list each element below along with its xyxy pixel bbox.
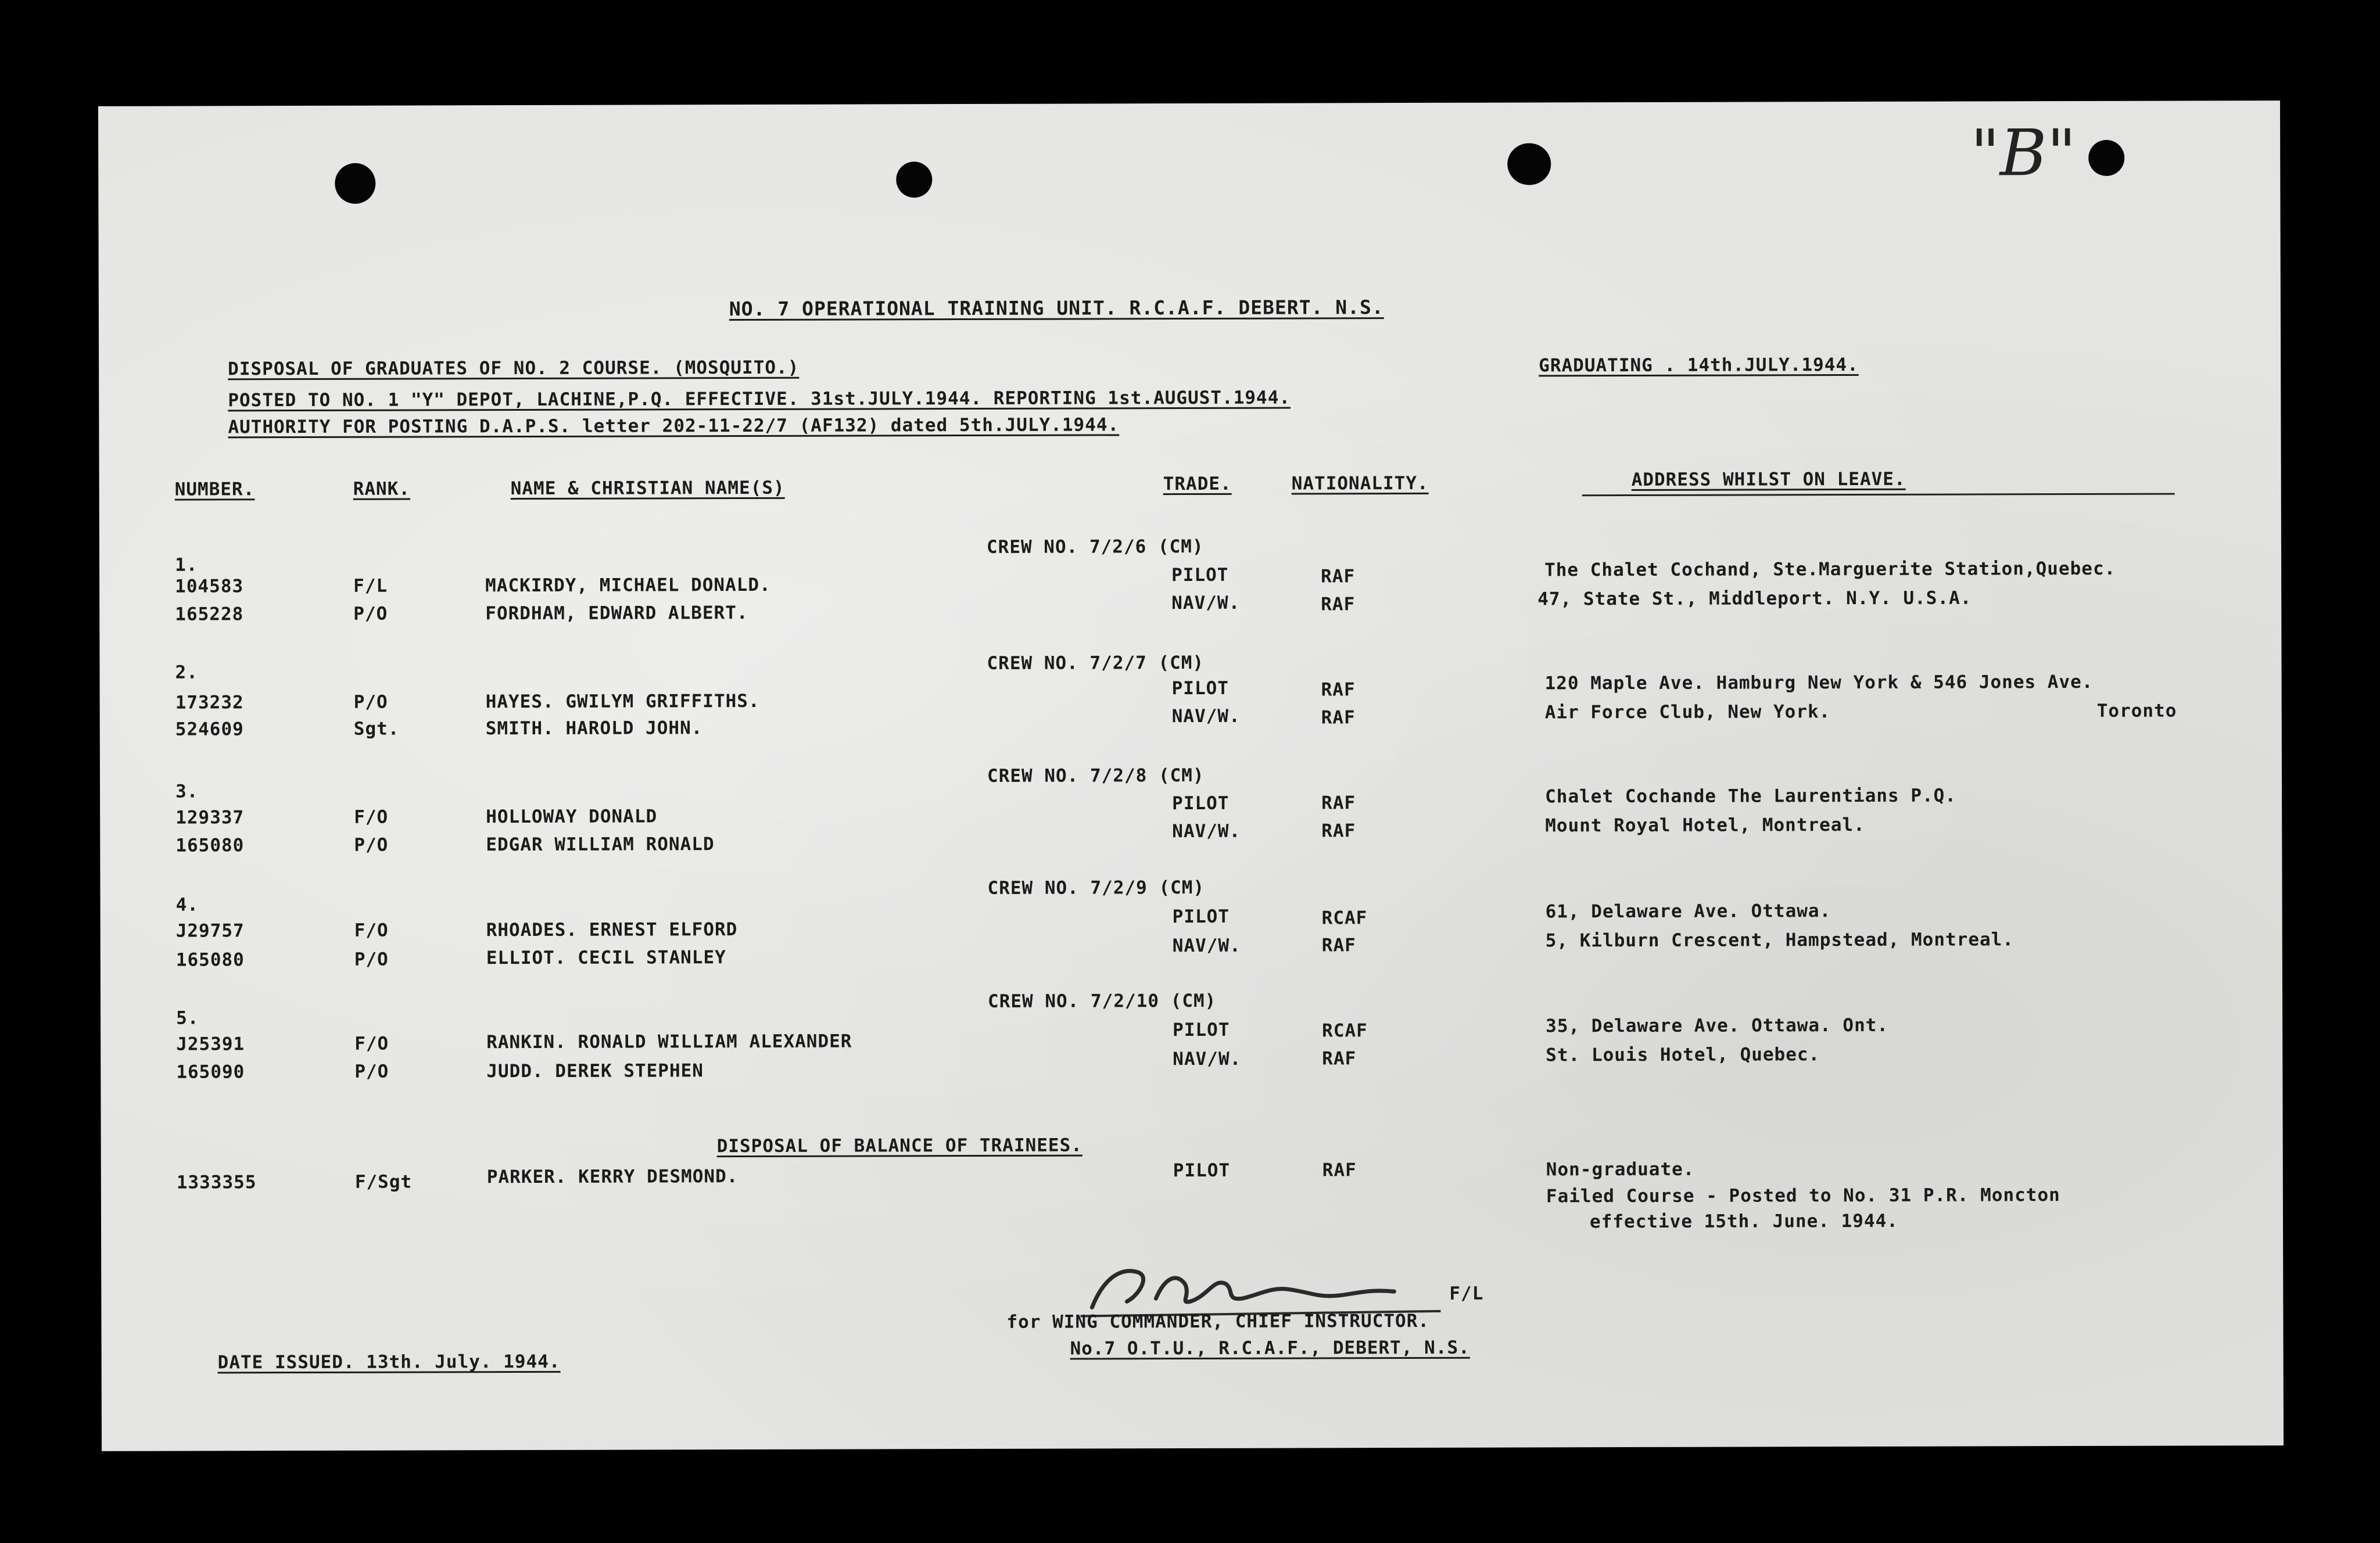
service-number: J25391	[176, 1034, 245, 1055]
member-name: MACKIRDY, MICHAEL DONALD.	[485, 574, 771, 597]
disposal-note: Non-graduate.	[1546, 1158, 1695, 1180]
posted-line: POSTED TO NO. 1 "Y" DEPOT, LACHINE,P.Q. EFFECTIVE. 31st.JULY.1944. REPORTING 1st.AUGUST.1944.	[228, 387, 1291, 411]
balance-heading: DISPOSAL OF BALANCE OF TRAINEES.	[716, 1135, 1083, 1157]
trade: PILOT	[1173, 1019, 1230, 1041]
member-name: HAYES. GWILYM GRIFFITHS.	[485, 690, 760, 713]
nationality: RAF	[1321, 935, 1356, 956]
nationality: RAF	[1321, 566, 1356, 587]
trade: NAV/W.	[1171, 592, 1241, 614]
nationality: RAF	[1321, 707, 1356, 729]
rank: F/O	[354, 920, 389, 941]
disposal-note: Failed Course - Posted to No. 31 P.R. Moncton	[1546, 1185, 2060, 1207]
rank: P/O	[354, 1061, 389, 1082]
page-mark: "B"	[1970, 116, 2077, 191]
rank: P/O	[353, 603, 388, 625]
member-name: EDGAR WILLIAM RONALD	[486, 834, 715, 856]
trade: NAV/W.	[1171, 705, 1241, 727]
disposal-line: DISPOSAL OF GRADUATES OF NO. 2 COURSE. (MOSQUITO.)	[228, 357, 800, 380]
leave-address: 120 Maple Ave. Hamburg New York & 546 Jones Ave.	[1544, 671, 2094, 694]
trade: PILOT	[1173, 1160, 1231, 1182]
nationality: RAF	[1321, 594, 1356, 615]
leave-address: 61, Delaware Ave. Ottawa.	[1545, 900, 1831, 923]
crew-index: 3.	[175, 781, 199, 802]
service-number: 165228	[175, 604, 244, 625]
nationality: RAF	[1321, 792, 1356, 814]
trade: PILOT	[1171, 677, 1229, 699]
member-name: RANKIN. RONALD WILLIAM ALEXANDER	[486, 1031, 852, 1053]
nationality: RAF	[1321, 820, 1356, 842]
member-name: FORDHAM, EDWARD ALBERT.	[485, 602, 748, 625]
trade: NAV/W.	[1173, 1048, 1242, 1070]
punch-hole	[335, 163, 375, 204]
member-name: SMITH. HAROLD JOHN.	[485, 717, 703, 740]
service-number: 524609	[175, 719, 244, 740]
trade: PILOT	[1172, 906, 1230, 928]
rank: F/L	[353, 575, 388, 597]
leave-address-extra: Toronto	[2096, 700, 2177, 722]
nationality: RAF	[1322, 1160, 1357, 1181]
disposal-note: effective 15th. June. 1944.	[1589, 1210, 1898, 1233]
leave-address: Mount Royal Hotel, Montreal.	[1545, 814, 1865, 837]
service-number: 165080	[175, 835, 245, 856]
header-address: ADDRESS WHILST ON LEAVE.	[1631, 468, 1906, 491]
header-name: NAME & CHRISTIAN NAME(S)	[510, 477, 785, 500]
service-number: 165090	[176, 1061, 245, 1083]
rank: Sgt.	[353, 718, 400, 740]
crew-index: 5.	[176, 1007, 199, 1029]
rank: P/O	[353, 691, 388, 713]
trade: NAV/W.	[1172, 935, 1241, 957]
signature-rank: F/L	[1449, 1283, 1484, 1304]
graduating-date: GRADUATING . 14th.JULY.1944.	[1539, 354, 1859, 376]
document-title: NO. 7 OPERATIONAL TRAINING UNIT. R.C.A.F. DEBERT. N.S.	[729, 296, 1384, 321]
leave-address: St. Louis Hotel, Quebec.	[1546, 1044, 1820, 1066]
trade: PILOT	[1171, 564, 1229, 586]
nationality: RCAF	[1321, 907, 1368, 929]
rank: P/O	[354, 834, 389, 856]
member-name: ELLIOT. CECIL STANLEY	[486, 947, 726, 969]
crew-number: CREW NO. 7/2/8 (CM)	[987, 765, 1205, 787]
service-number: 173232	[175, 692, 244, 713]
service-number: 129337	[175, 807, 245, 828]
nationality: RAF	[1322, 1048, 1357, 1070]
nationality: RAF	[1321, 679, 1356, 701]
leave-address: The Chalet Cochand, Ste.Marguerite Station,Quebec.	[1544, 558, 2116, 581]
header-trade: TRADE.	[1163, 473, 1232, 495]
trade: NAV/W.	[1172, 820, 1241, 842]
crew-number: CREW NO. 7/2/10 (CM)	[987, 990, 1217, 1012]
signature-title: for WING COMMANDER, CHIEF INSTRUCTOR.	[1006, 1310, 1430, 1333]
crew-number: CREW NO. 7/2/9 (CM)	[987, 877, 1205, 899]
service-number: J29757	[175, 920, 245, 942]
member-name: PARKER. KERRY DESMOND.	[486, 1166, 739, 1188]
crew-number: CREW NO. 7/2/7 (CM)	[987, 652, 1205, 674]
trade: PILOT	[1172, 792, 1230, 814]
rank: P/O	[354, 949, 389, 970]
member-name: RHOADES. ERNEST ELFORD	[486, 919, 738, 941]
header-number: NUMBER.	[174, 479, 255, 500]
leave-address: Air Force Club, New York.	[1544, 701, 1831, 723]
service-number: 1333355	[176, 1172, 257, 1193]
header-rank: RANK.	[353, 478, 411, 500]
punch-hole	[1507, 143, 1551, 185]
crew-index: 2.	[175, 662, 198, 683]
rank: F/Sgt	[354, 1171, 413, 1193]
crew-index: 4.	[175, 894, 199, 916]
header-nationality: NATIONALITY.	[1291, 472, 1429, 494]
crew-index: 1.	[174, 554, 198, 576]
header-rule	[1582, 493, 2175, 497]
leave-address: 47, State St., Middleport. N.Y. U.S.A.	[1537, 587, 1972, 610]
leave-address: 5, Kilburn Crescent, Hampstead, Montreal.	[1545, 929, 2015, 952]
date-issued: DATE ISSUED. 13th. July. 1944.	[217, 1351, 561, 1373]
rank: F/O	[354, 806, 389, 828]
leave-address: 35, Delaware Ave. Ottawa. Ont.	[1546, 1014, 1889, 1037]
nationality: RCAF	[1322, 1020, 1368, 1042]
service-number: 165080	[175, 949, 245, 971]
signature-unit: No.7 O.T.U., R.C.A.F., DEBERT, N.S.	[1070, 1337, 1470, 1359]
rank: F/O	[354, 1033, 389, 1054]
punch-hole	[2088, 140, 2124, 176]
member-name: HOLLOWAY DONALD	[486, 806, 658, 828]
leave-address: Chalet Cochande The Laurentians P.Q.	[1545, 785, 1957, 808]
punch-hole	[896, 162, 932, 198]
document-sheet	[98, 101, 2284, 1451]
member-name: JUDD. DEREK STEPHEN	[486, 1060, 704, 1082]
crew-number: CREW NO. 7/2/6 (CM)	[986, 536, 1204, 558]
authority-line: AUTHORITY FOR POSTING D.A.P.S. letter 202-11-22/7 (AF132) dated 5th.JULY.1944.	[228, 414, 1120, 438]
service-number: 104583	[175, 576, 244, 597]
